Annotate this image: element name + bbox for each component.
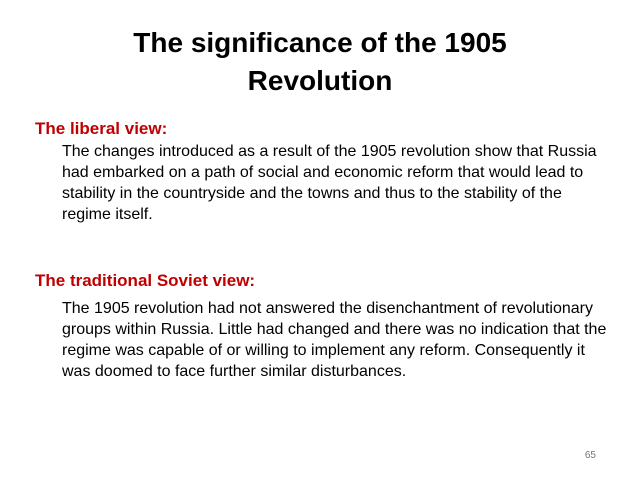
soviet-view-text: The 1905 revolution had not answered the disenchantment of revolutionary groups within Russia. Little had changed and there was no indication that the regime was capable of or willing to implement any reform. Consequently it was doomed to face further similar disturbances.: [62, 300, 607, 380]
soviet-view-heading: The traditional Soviet view:: [35, 271, 256, 290]
slide-title: The significance of the 1905 Revolution: [133, 27, 507, 96]
liberal-view-heading: The liberal view:: [35, 119, 168, 138]
liberal-view-text: The changes introduced as a result of the 1905 revolution show that Russia had embarked on a path of social and economic reform that would lead to stability in the countryside and the towns and thus to the stability of the regime itself.: [62, 143, 597, 223]
page-number: 65: [584, 450, 596, 461]
